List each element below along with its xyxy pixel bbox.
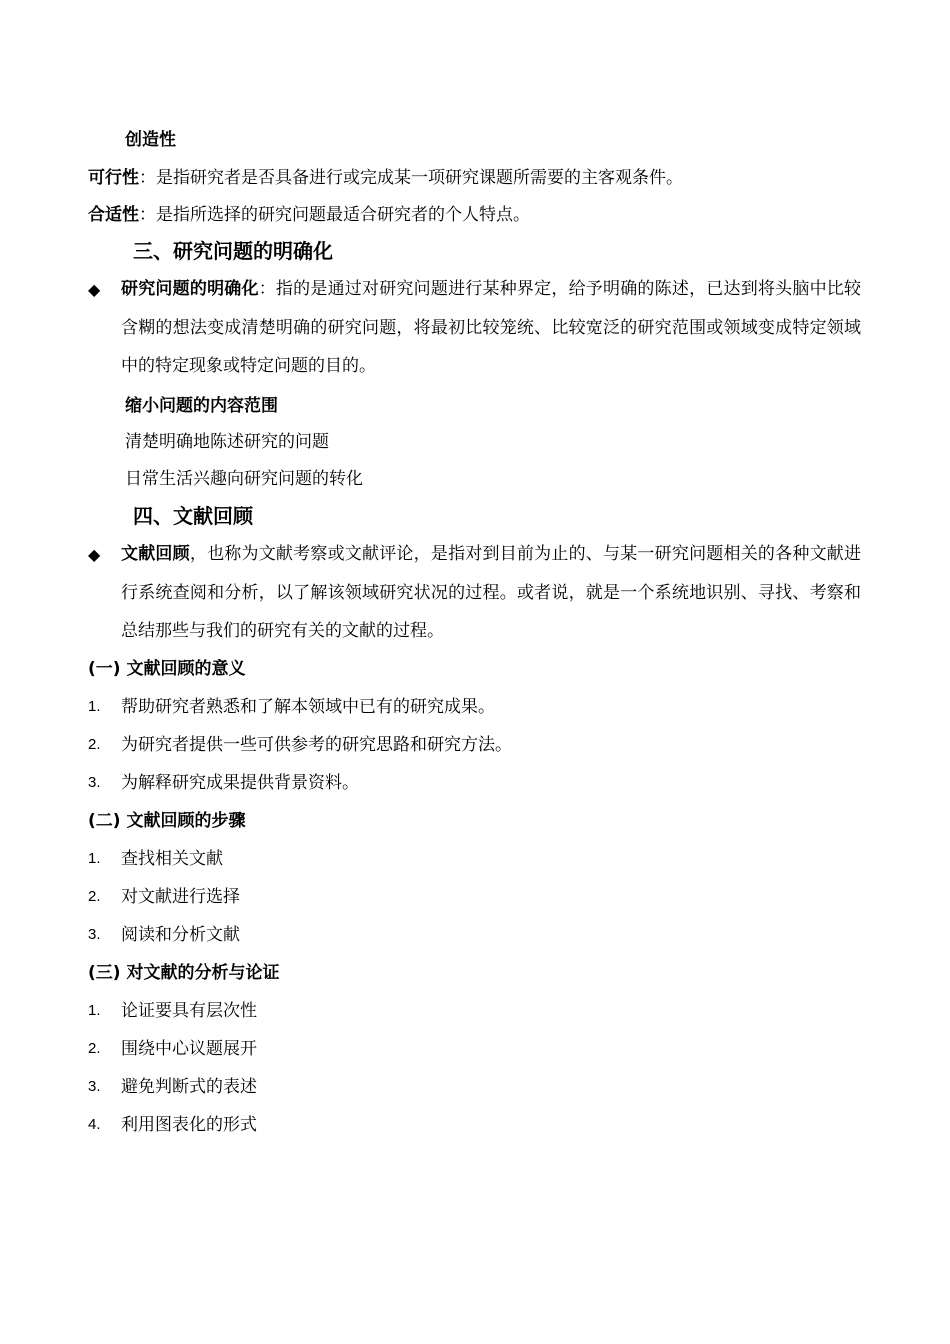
fitness-term: 合适性 — [88, 205, 139, 225]
clarification-paragraph — [121, 270, 861, 386]
feasibility-text: ：是指研究者是否具备进行或完成某一项研究课题所需要的主客观条件。 — [139, 168, 683, 188]
list-number: 1. — [88, 1002, 101, 1019]
point-interest-to-question: 日常生活兴趣向研究问题的转化 — [125, 469, 363, 489]
point-narrow-scope: 缩小问题的内容范围 — [125, 396, 278, 416]
fitness-line — [88, 203, 530, 227]
list-item: 利用图表化的形式 — [121, 1115, 257, 1135]
section-3-title: 三、研究问题的明确化 — [133, 239, 333, 263]
list-item: 避免判断式的表述 — [121, 1077, 257, 1097]
subsection-3-title: (三) 对文献的分析与论证 — [88, 963, 280, 983]
list-number: 2. — [88, 1040, 101, 1057]
list-item: 查找相关文献 — [121, 849, 223, 869]
list-number: 2. — [88, 736, 101, 753]
list-item: 帮助研究者熟悉和了解本领域中已有的研究成果。 — [121, 697, 495, 717]
subsection-1-title: (一) 文献回顾的意义 — [88, 659, 246, 679]
clarification-text: ：指的是通过对研究问题进行某种界定，给予明确的陈述，已达到将头脑中比较含糊的想法变成清楚明确的研究问题，将最初比较笼统、比较宽泛的研究范围或领域变成特定领域中的特定现象或特定问题的目的。 — [121, 279, 862, 376]
list-item: 论证要具有层次性 — [121, 1001, 257, 1021]
list-number: 3. — [88, 926, 101, 943]
list-number: 1. — [88, 850, 101, 867]
creativity-heading: 创造性 — [125, 130, 176, 150]
list-number: 3. — [88, 1078, 101, 1095]
section-4-title: 四、文献回顾 — [133, 504, 253, 528]
feasibility-line — [88, 166, 683, 190]
subsection-2-title: (二) 文献回顾的步骤 — [88, 811, 246, 831]
diamond-bullet-icon: ◆ — [88, 280, 101, 299]
fitness-text: ：是指所选择的研究问题最适合研究者的个人特点。 — [139, 205, 530, 225]
literature-review-term: 文献回顾 — [121, 544, 190, 564]
feasibility-term: 可行性 — [88, 168, 139, 188]
list-number: 3. — [88, 774, 101, 791]
list-number: 4. — [88, 1116, 101, 1133]
list-item: 围绕中心议题展开 — [121, 1039, 257, 1059]
list-number: 1. — [88, 698, 101, 715]
diamond-bullet-icon: ◆ — [88, 545, 101, 564]
list-item: 阅读和分析文献 — [121, 925, 240, 945]
list-item: 对文献进行选择 — [121, 887, 240, 907]
list-number: 2. — [88, 888, 101, 905]
list-item: 为研究者提供一些可供参考的研究思路和研究方法。 — [121, 735, 512, 755]
literature-review-text: ，也称为文献考察或文献评论，是指对到目前为止的、与某一研究问题相关的各种文献进行系统查阅和分析，以了解该领域研究状况的过程。或者说，就是一个系统地识别、寻找、考察和总结那些与我们的研究有关的文献的过程。 — [121, 544, 862, 641]
literature-review-paragraph — [121, 535, 861, 651]
list-item: 为解释研究成果提供背景资料。 — [121, 773, 359, 793]
clarification-term: 研究问题的明确化 — [121, 279, 259, 299]
point-state-clearly: 清楚明确地陈述研究的问题 — [125, 432, 329, 452]
